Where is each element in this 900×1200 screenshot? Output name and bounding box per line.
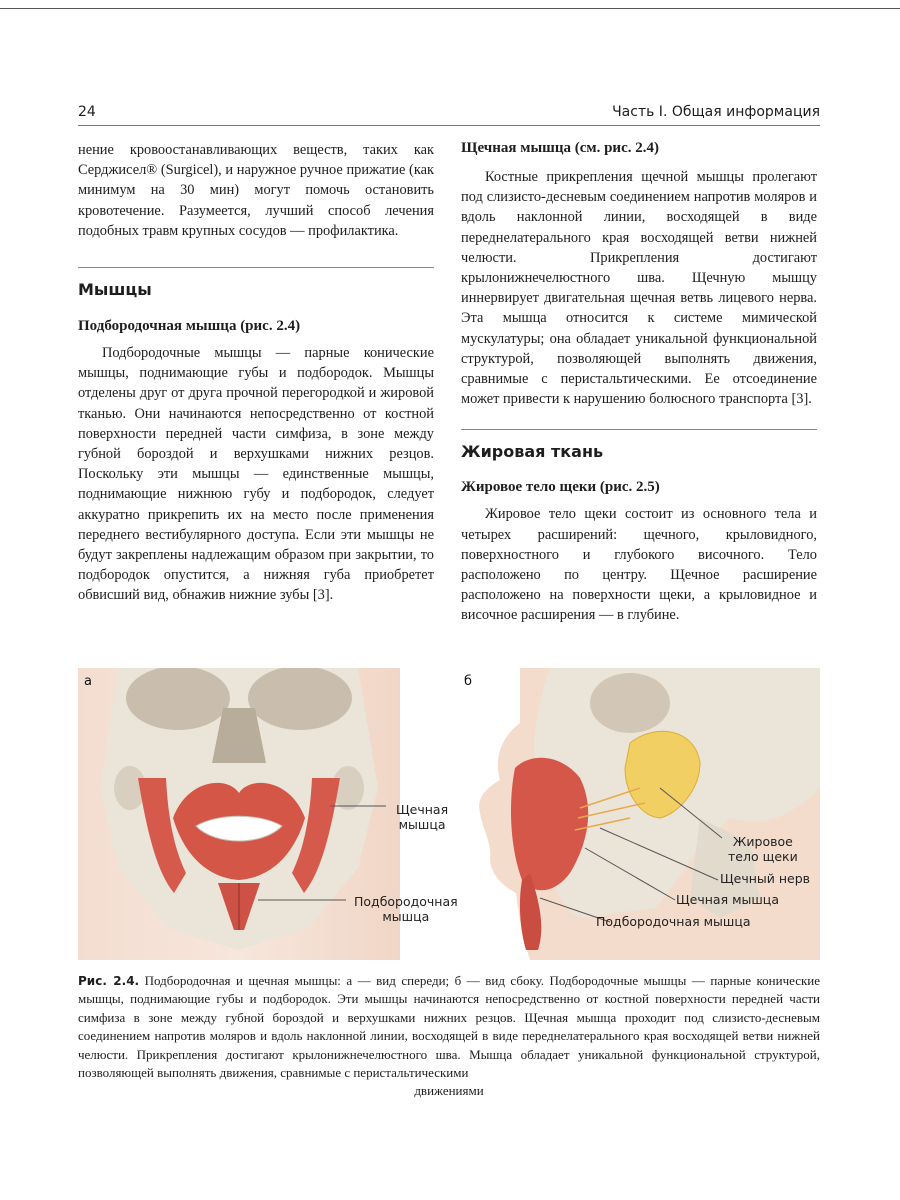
buccal-fat-paragraph: Жировое тело щеки состоит из основного тела и четырех расширений: щечного, крыловидного, поверхностного и глубокого височного. Тело расположено по центру. Щечное расширение расположено на поверхности щеки, а крыловидное и височное расширения — в глубине. (461, 506, 817, 624)
top-border-line (0, 8, 900, 9)
label-mentalis-b: Подбородочная мышца (596, 914, 751, 929)
buccinator-paragraph: Костные прикрепления щечной мышцы пролегают под слизисто-десневым соединением напротив моляров и вдоль наклонной линии, восходящей в виде переднелатерального края восходящей ветви нижней челюсти. Прикрепления достигают крылонижнечелюстного шва. Щечную мышцу иннервирует двигательная щечная ветвь лицевого нерва. Эта мышца относится к системе мимической мускулатуры; она обладает уникальной функциональной структурой, позволяющей выполнять движения, сравнимые с перистальтическими. Ее отсоединение может привести к нарушению болюсного транспорта [3]. (461, 169, 817, 408)
caption-last-word: движениями (414, 1083, 484, 1099)
label-mentalis-a-line1: Подбородочная (354, 894, 458, 909)
subsection-title-mentalis: Подбородочная мышца (рис. 2.4) (78, 318, 301, 335)
label-buccinator-a-line1: Щечная (396, 802, 449, 817)
label-buccinator-b: Щечная мышца (676, 892, 779, 907)
label-buccal-fat-line1: Жировое (732, 834, 793, 849)
section-title-fat: Жировая ткань (461, 442, 604, 462)
part-title: Часть I. Общая информация (612, 104, 820, 120)
panel-a-letter: а (84, 674, 92, 689)
header-rule (78, 125, 820, 126)
panel-b-letter: б (464, 674, 473, 689)
label-buccal-fat-line2: тело щеки (728, 849, 798, 864)
label-buccal-nerve: Щечный нерв (720, 871, 811, 886)
left-column (78, 140, 434, 606)
mentalis-paragraph: Подбородочные мышцы — парные конические мышцы, поднимающие губы и подбородок. Мышцы отделены друг от друга прочной перегородкой и жировой тканью. Они начинаются непосредственно от костной поверхности передней части симфиза, в зоне между губной бороздой и верхушками нижних резцов. Поскольку эти мышцы — единственные мышцы, поднимающие нижнюю губу и подбородок, следует аккуратно прикрепить их на место после применения переднего вестибулярного доступа. Если эти мышцы не будут закреплены надлежащим образом при закрытии, то подбородок опустится, а нижняя губа приобретет обвисший вид, обнажив нижние зубы [3]. (78, 345, 434, 604)
section-title-muscles: Мышцы (78, 280, 152, 300)
figure-panel-a (78, 668, 400, 960)
left-orbit (126, 668, 230, 730)
caption-label: Рис. 2.4. (78, 974, 140, 988)
label-buccinator-a (396, 802, 448, 832)
caption-text: Подбородочная и щечная мышцы: а — вид спереди; б — вид сбоку. Подбородочные мышцы — парные конические мышцы, поднимающие губы и подбородок. Эти мышцы начинаются непосредственно от костной поверхности передней части симфиза в зоне между губной бороздой и верхушками нижних резцов. Щечная мышца проходит под слизисто-десневым соединением напротив моляров и вдоль наклонной линии, восходящей в виде переднелатерального края восходящей ветви нижней челюсти. Прикрепления достигают крылонижнечелюстного шва. Мышца обладает уникальной функциональной структурой, позволяющей выполнять движения, сравнимые с перистальтическими (78, 973, 821, 1081)
page-number: 24 (78, 104, 96, 120)
label-buccal-fat (728, 834, 798, 864)
right-orbit (248, 668, 352, 730)
label-buccinator-a-line2: мышца (398, 817, 446, 832)
subsection-title-buccal-fat: Жировое тело щеки (рис. 2.5) (461, 479, 660, 496)
frontal-face-illustration (78, 668, 400, 960)
section-rule (78, 267, 434, 268)
section-rule (461, 429, 817, 430)
figure-2-4 (78, 668, 820, 960)
figure-caption (78, 972, 820, 1101)
label-mentalis-a-line2: мышца (382, 909, 430, 924)
right-column (461, 140, 817, 626)
running-header (78, 100, 820, 126)
label-mentalis-a (354, 894, 458, 924)
intro-paragraph: нение кровоостанавливающих веществ, таких как Серджисел® (Surgicel), и наружное ручное прижатие (как минимум на 30 мин) могут помочь остановить кровотечение. Разумеется, лучший способ лечения подобных травм крупных сосудов — профилактика. (78, 142, 434, 239)
subsection-title-buccinator: Щечная мышца (см. рис. 2.4) (461, 140, 659, 156)
orbit-lateral (590, 673, 670, 733)
